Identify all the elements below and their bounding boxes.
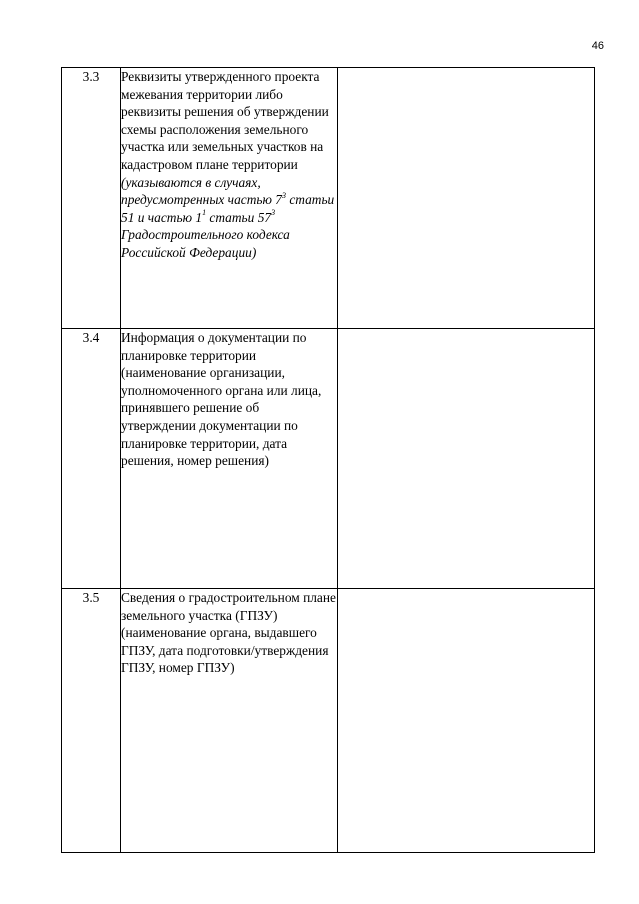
note-part-3: статьи 57 [206, 209, 272, 225]
row-number: 3.4 [82, 330, 100, 345]
row-number-cell [62, 589, 121, 853]
row-number: 3.3 [82, 69, 100, 84]
row-note [121, 174, 337, 262]
row-label-cell [121, 589, 338, 853]
note-superscript-2: 1 [202, 208, 207, 218]
row-value-cell[interactable] [338, 68, 595, 329]
row-label-cell [121, 329, 338, 589]
table-row-3-5 [62, 589, 595, 853]
page-number: 46 [591, 40, 604, 52]
form-table [61, 67, 595, 853]
note-part-2: статьи 51 и частью 1 [121, 192, 335, 225]
row-value-cell[interactable] [338, 329, 595, 589]
row-value-cell[interactable] [338, 589, 595, 853]
note-part-1: (указываются в случаях, предусмотренных частью 7 [121, 174, 282, 208]
table-row-3-3 [62, 68, 595, 329]
table-row-3-4 [62, 329, 595, 589]
note-superscript-1: 3 [281, 190, 286, 200]
row-number-cell [62, 68, 121, 329]
note-part-4: Градостроительного кодекса Российской Федерации) [121, 227, 290, 260]
note-superscript-3: 3 [271, 208, 276, 218]
row-label: Информация о документации по планировке территории (наименование организации, уполномоченного органа или лица, принявшего решение об утверждении документации по планировке территории, дата решения, номер решения) [121, 330, 322, 469]
row-number: 3.5 [82, 590, 100, 605]
row-number-cell [62, 329, 121, 589]
row-label: Сведения о градостроительном плане земельного участка (ГПЗУ) (наименование органа, выдавшего ГПЗУ, дата подготовки/утверждения ГПЗУ, номер ГПЗУ) [121, 590, 336, 676]
row-label-cell [121, 68, 338, 329]
row-label: Реквизиты утвержденного проекта межевания территории либо реквизиты решения об утверждении схемы расположения земельного участка или земельных участков на кадастровом плане территории [121, 69, 329, 172]
